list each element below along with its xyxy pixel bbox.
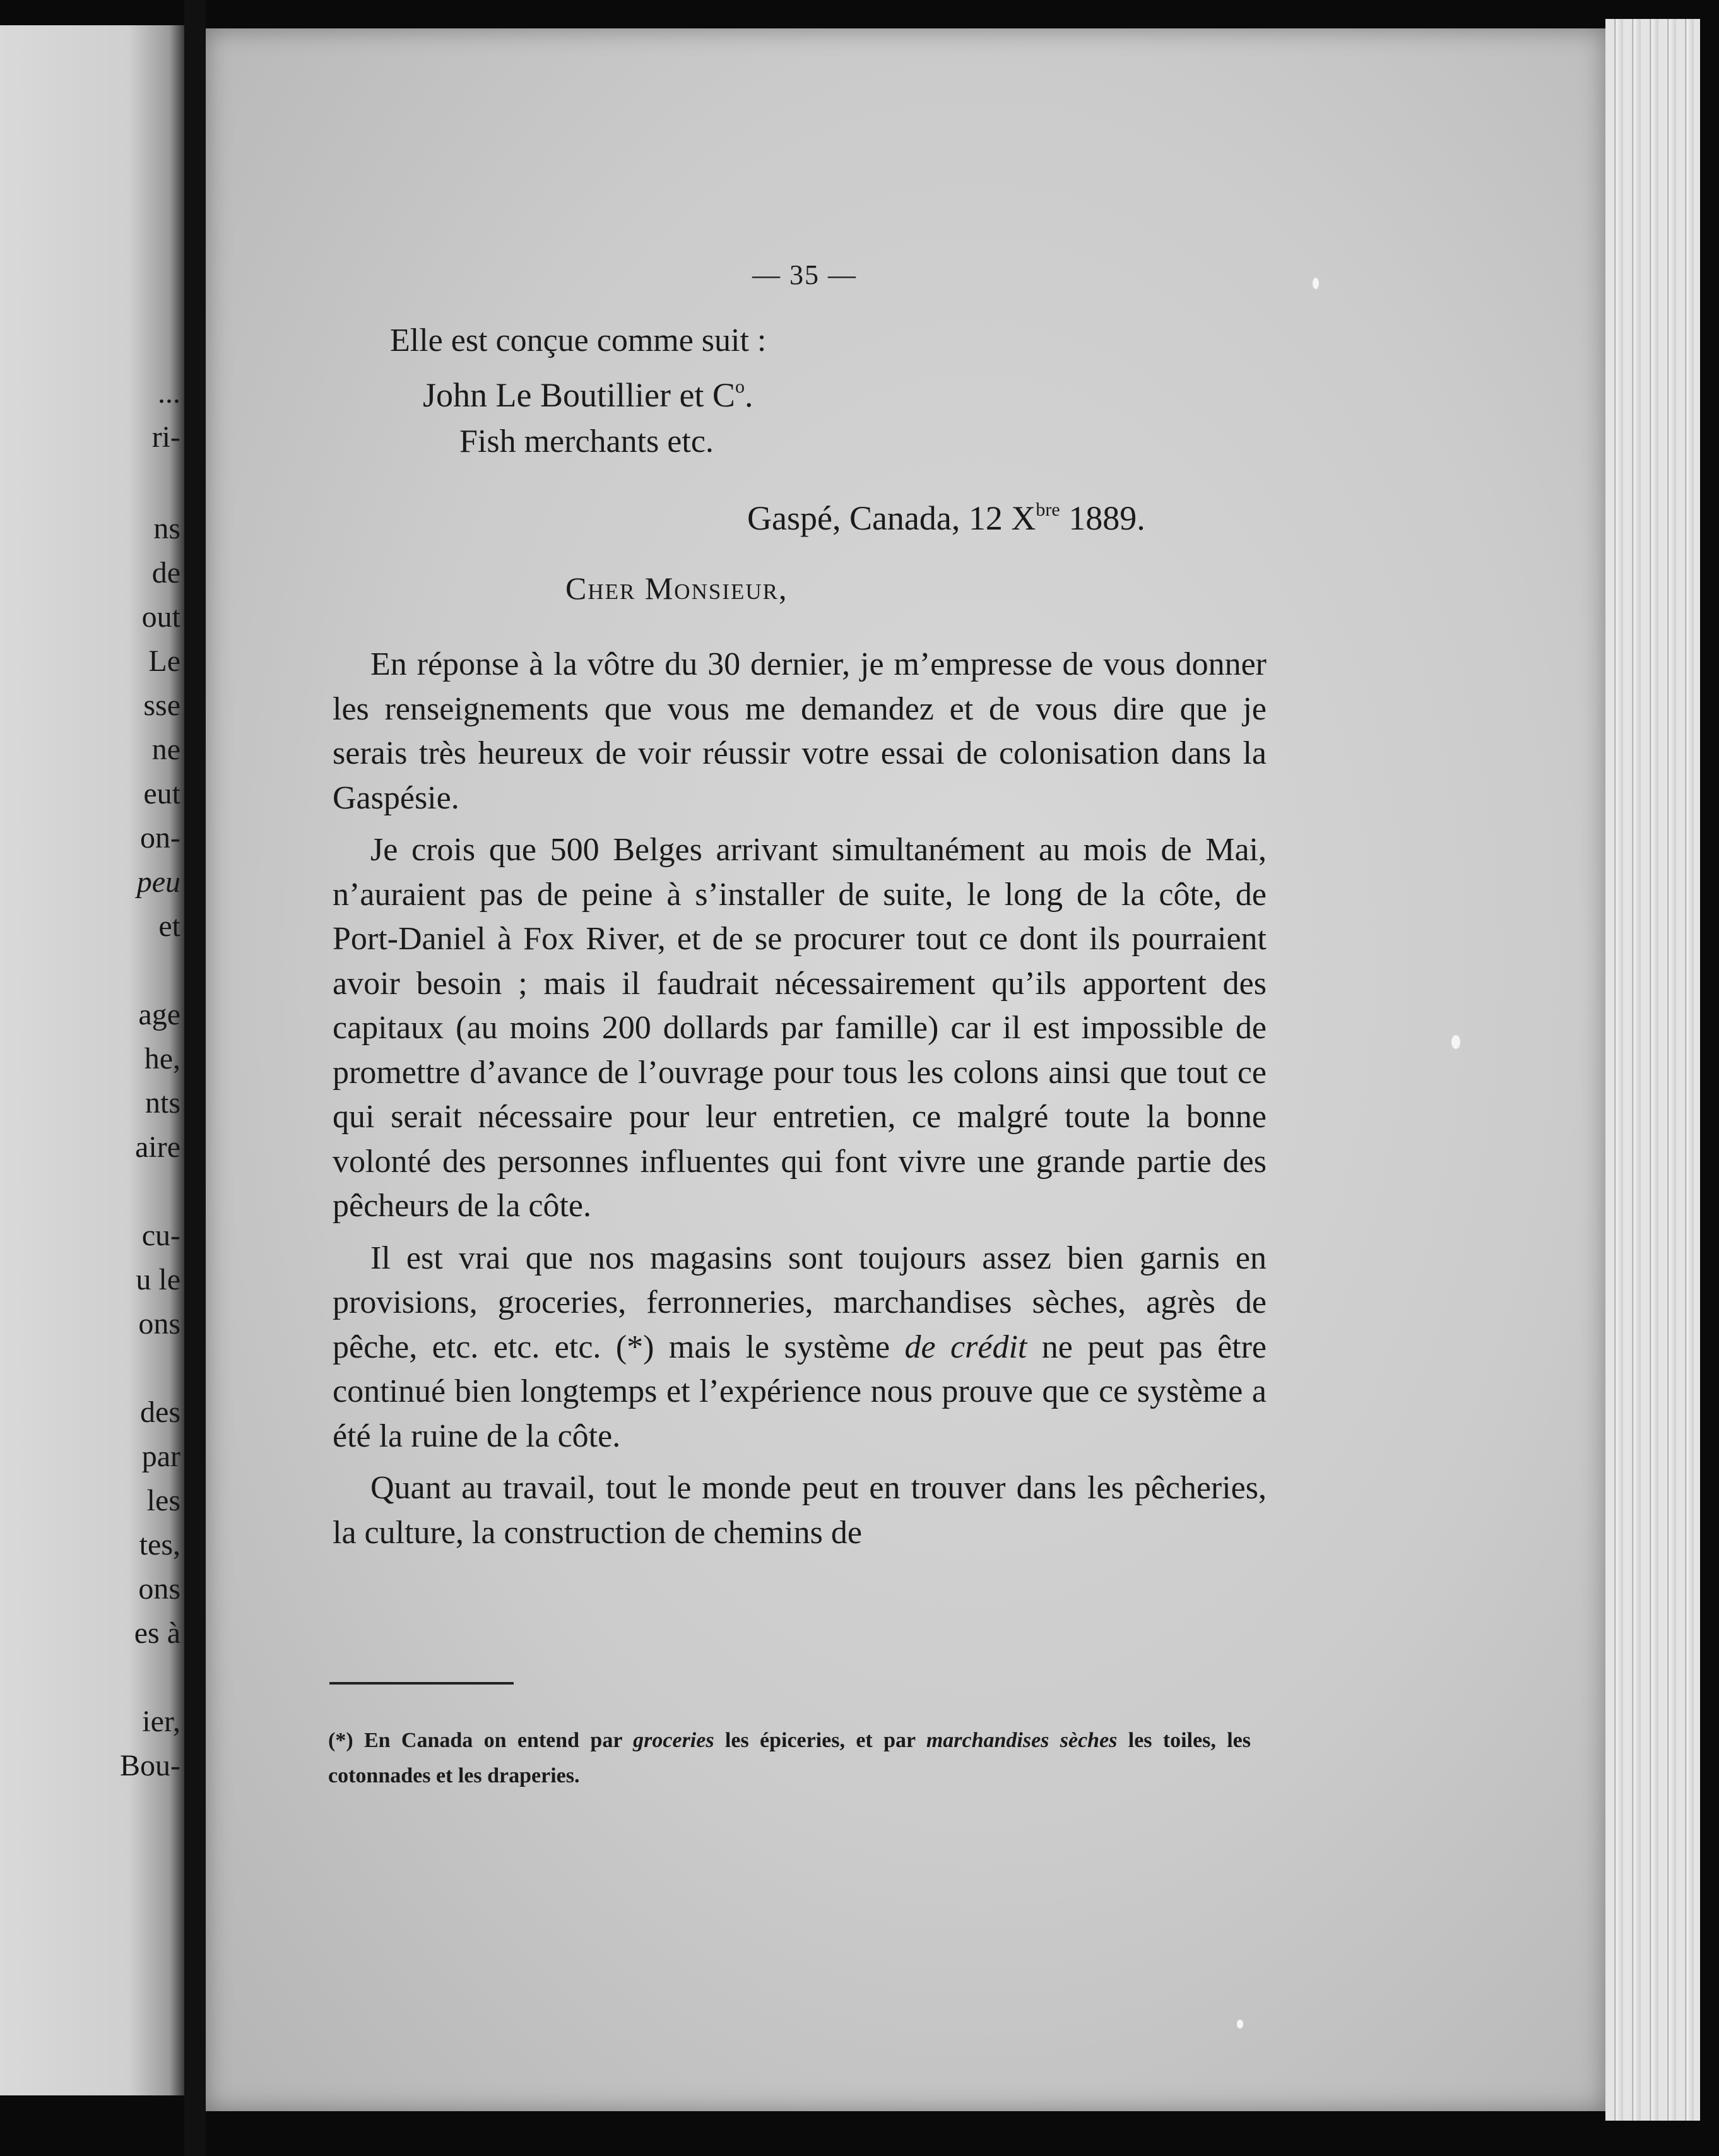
company-sup: o — [735, 376, 745, 397]
facing-page-edge — [0, 25, 184, 2095]
facing-page-fragment: ns — [153, 512, 180, 545]
dateline-before: Gaspé, Canada, 12 X — [747, 499, 1036, 537]
paragraph-1: En réponse à la vôtre du 30 dernier, je m’empresse de vous donner les renseignements que vous me demandez et de vous dire que je serais très heureux de voir réussir votre essai de colonisation dans la Gaspésie. — [333, 646, 1267, 816]
paragraph-4: Quant au travail, tout le monde peut en trouver dans les pêcheries, la culture, la construction de chemins de — [333, 1470, 1267, 1551]
company-name: John Le Boutillier et C — [423, 376, 735, 414]
facing-page-fragment: par — [141, 1440, 180, 1473]
footnote-italic-1: groceries — [633, 1729, 714, 1752]
facing-page-fragment: ne — [151, 733, 180, 766]
facing-page-fragment: tes, — [139, 1528, 180, 1561]
paragraph-3-italic: de crédit — [904, 1329, 1027, 1365]
scan-speck — [1237, 2020, 1243, 2029]
dateline — [747, 499, 1145, 538]
salutation: Cher Monsieur, — [565, 571, 788, 606]
facing-page-fragment: ier, — [142, 1705, 180, 1738]
paragraph-3-a: Il est vrai que nos magasins sont toujours assez bien garnis en provisions, groceries, ferronneries, marchandises sèches, agrès de pêche, etc. etc. etc. (*) mais le système — [333, 1240, 1267, 1365]
facing-page-fragment: et — [158, 909, 180, 943]
footnote-part-1: (*) En Canada on entend par — [328, 1729, 634, 1752]
letter-body — [333, 643, 1267, 1563]
facing-page-fragment: eut — [143, 777, 180, 810]
facing-page-fragment: ons — [138, 1572, 180, 1606]
footnote-rule — [329, 1682, 514, 1685]
facing-page-fragment: ri- — [151, 420, 180, 454]
facing-page-fragment: des — [140, 1395, 180, 1429]
footnote-part-2: les épiceries, et par — [714, 1729, 926, 1752]
facing-page-fragment: Bou- — [120, 1749, 180, 1782]
facing-page-fragment: aire — [135, 1130, 180, 1164]
paragraph-3 — [333, 1236, 1267, 1459]
facing-page-fragment: on- — [140, 821, 180, 855]
facing-page-fragment: nts — [145, 1086, 180, 1120]
letterhead-company — [423, 376, 753, 415]
facing-page-fragment: ons — [138, 1307, 180, 1341]
dateline-after: 1889. — [1060, 499, 1145, 537]
facing-page-fragment: de — [151, 556, 180, 589]
facing-page-fragment: peu — [136, 865, 180, 899]
facing-page-fragment: ... — [158, 376, 180, 410]
letterhead-subtitle: Fish merchants etc. — [459, 424, 714, 459]
facing-page-fragment: les — [146, 1484, 180, 1517]
facing-page-fragment: age — [138, 998, 180, 1031]
book-gutter — [184, 0, 206, 2156]
scan-speck — [1451, 1035, 1460, 1049]
scan-speck — [1313, 278, 1319, 289]
facing-page-fragment: sse — [143, 689, 180, 722]
facing-page-fragment: cu- — [141, 1219, 180, 1252]
paragraph-2: Je crois que 500 Belges arrivant simultanément au mois de Mai, n’auraient pas de peine à s’installer de suite, le long de la côte, de Port-Daniel à Fox River, et de se procurer tout ce dont ils pourraient avoir besoin ; mais il faudrait nécessairement qu’ils apportent des capitaux (au moins 200 dollards par famille) car il est impossible de promettre d’avance de l’ouvrage pour tous les colons ainsi que tout ce qui serait nécessaire pour leur entretien, ce malgré toute la bonne volonté des personnes influentes qui font vivre une grande partie des pêcheurs de la côte. — [333, 832, 1267, 1224]
footnote — [328, 1723, 1251, 1794]
facing-page-fragment: es à — [134, 1616, 180, 1650]
facing-page-fragment: he, — [144, 1042, 180, 1075]
page-number: — 35 — — [752, 259, 857, 290]
intro-line: Elle est conçue comme suit : — [390, 323, 767, 358]
dateline-sup: bre — [1036, 499, 1060, 520]
facing-page-fragment: u le — [136, 1263, 180, 1296]
stacked-page-edges — [1605, 19, 1700, 2121]
facing-page-fragment: out — [141, 600, 180, 634]
footnote-italic-2: marchandises sèches — [926, 1729, 1118, 1752]
paragraph-3-b: ne peut pas être continué bien longtemps et l’expérience nous prouve que ce système a été la ruine de la côte. — [333, 1329, 1267, 1454]
company-end: . — [744, 376, 753, 414]
footnote-part-3: les toiles, les cotonnades et les draperies. — [328, 1729, 1251, 1787]
facing-page-fragment: Le — [148, 644, 180, 678]
